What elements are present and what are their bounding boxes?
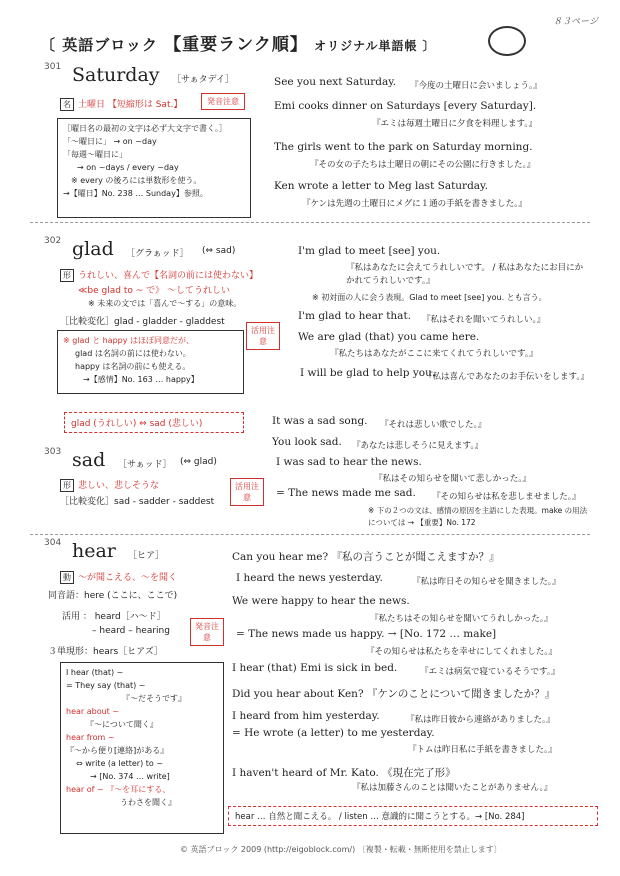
example-translation: 『トムは昨日私に手紙を書きました。』 [408, 745, 557, 755]
note-line: 「～曜日に」 → on ~day [63, 137, 157, 146]
note-line: glad は名詞の前には使わない。 [75, 349, 191, 358]
copyright-footer: © 英語ブロック 2009 (http://eigoblock.com/) 〔複製・転載・無断使用を禁止します〕 [180, 845, 502, 854]
pos-label: 名 [60, 98, 74, 111]
page-title [40, 30, 436, 55]
example-translation: 『私はその知らせを聞いて悲しかった。』 [374, 474, 531, 484]
example-sentence: I'm glad to hear that. [298, 310, 411, 322]
pronunciation-warning-tag: 発音注意 [201, 93, 245, 110]
headword: Saturday [72, 64, 160, 86]
headword: hear [72, 540, 116, 562]
usage-note: ※ 未来の文では「喜んで～する」の意味。 [88, 299, 242, 308]
conjugation-warning-tag: 活用注意 [230, 478, 264, 506]
example-sentence: Emi cooks dinner on Saturdays [every Saturday]. [274, 100, 537, 112]
note-line: ［曜日名の最初の文字は必ず大文字で書く。］ [63, 124, 227, 133]
example-sentence: I hear (that) Emi is sick in bed. [232, 662, 398, 674]
note-line: → [No. 374 … write] [90, 772, 170, 781]
example-translation: 『あなたは悲しそうに見えます。』 [352, 441, 484, 451]
pos-label: 形 [60, 269, 74, 282]
example-translation: 『私たちはあなたがここに来てくれてうれしいです。』 [330, 349, 538, 359]
definition [60, 268, 258, 282]
example-sentence: I will be glad to help you. [300, 367, 436, 379]
example-sentence: = The news made us happy. → [No. 172 … make] [236, 628, 497, 640]
example-sentence: You look sad. [272, 436, 342, 448]
example-sentence: Ken wrote a letter to Meg last Saturday. [274, 180, 488, 192]
comparison: ［比較変化］glad - gladder - gladdest [60, 317, 225, 327]
example-translation: 『その女の子たちは土曜日の朝にその公園に行きました。』 [310, 160, 536, 170]
entry-number: 304 [44, 538, 62, 548]
title-pre: 〔 英語ブロック [40, 36, 158, 54]
pronunciation: ［サぁタデイ］ [172, 75, 235, 85]
example-sentence: The girls went to the park on Saturday morning. [274, 141, 533, 153]
note-line: 「毎週～曜日に」 [63, 150, 127, 159]
example-translation: 『私はそれを聞いてうれしい。』 [422, 315, 546, 325]
conjugation: 活用 ： heard［ハ～ド］ [62, 612, 166, 622]
conjugation-warning-tag: 活用注意 [246, 322, 280, 350]
usage-comparison-box: hear … 自然と聞こえる。 / listen … 意識的に聞こうとする。→ [No. 284] [228, 806, 598, 826]
homophone: 同音語：here (ここに、ここで) [48, 591, 178, 601]
note-line: ※ glad と happy はほぼ同意だが、 [63, 336, 195, 345]
example-sentence: We were happy to hear the news. [232, 595, 410, 607]
note-line: 『～から便り[連絡]がある』 [66, 746, 169, 755]
example-translation: 『ケンは先週の土曜日にメグに１通の手紙を書きました。』 [302, 199, 527, 209]
title-post: オリジナル単語帳 〕 [314, 39, 436, 53]
definition [60, 570, 177, 584]
note-box [57, 330, 244, 394]
example-sentence: I was sad to hear the news. [276, 456, 422, 468]
headword: glad [72, 238, 114, 260]
example-translation: 『私は喜んであなたのお手伝いをします。』 [424, 372, 590, 382]
definition [60, 97, 182, 111]
note-line: →【曜日】No. 238 … Sunday】参照。 [63, 189, 208, 198]
example-translation: 『その知らせは私たちを幸せにしてくれました。』 [366, 647, 557, 657]
note-box [60, 662, 224, 834]
third-person-form: ３単現形：hears［ヒアズ］ [48, 647, 163, 657]
entry-number: 302 [44, 236, 62, 246]
example-sentence: I heard the news yesterday. [236, 572, 383, 584]
note-line: うわさを聞く』 [120, 798, 176, 807]
pronunciation: ［サぁッド］ [118, 460, 172, 470]
example-translation: 『今度の土曜日に会いましょう。』 [410, 81, 542, 91]
example-sentence: I'm glad to meet [see] you. [298, 245, 441, 257]
example-translation: 『私たちはその知らせを聞いてうれしかった。』 [370, 614, 553, 624]
note-line: ⇔ write (a letter) to ~ [76, 759, 164, 768]
note-line: I hear (that) ~ [66, 668, 124, 677]
section-divider [30, 534, 590, 535]
example-sentence: = The news made me sad. [276, 487, 416, 499]
note-line: = They say (that) ~ [66, 681, 146, 690]
meaning: 悲しい、悲しそうな [78, 481, 160, 491]
section-divider [30, 222, 590, 223]
example-translation: 『私はあなたに会えてうれしいです。 / 私はあなたにお目にかかれてうれしいです。』 [346, 263, 584, 286]
antonym: (⇔ sad) [202, 246, 236, 256]
meaning: 土曜日 【短縮形は Sat.】 [78, 100, 183, 110]
example-sentence: It was a sad song. [272, 415, 368, 427]
meaning: うれしい、喜んで【名詞の前には使わない】 [78, 271, 259, 281]
pos-label: 動 [60, 571, 74, 584]
pronunciation: ［グラぁッド］ [126, 249, 189, 259]
note-line: hear of ~ 『～を耳にする、 [66, 785, 171, 794]
example-sentence: Can you hear me? 『私の言うことが聞こえますか？』 [232, 551, 500, 563]
example-sentence: I heard from him yesterday. [232, 710, 380, 722]
title-main: 【重要ランク順】 [164, 35, 308, 55]
pronunciation-warning-tag: 発音注意 [190, 618, 224, 646]
entry-number: 301 [44, 62, 62, 72]
antonym: (⇔ glad) [180, 457, 217, 467]
usage-note: ※ 初対面の人に会う表現。Glad to meet [see] you. とも言う。 [312, 293, 547, 302]
note-line: → on ~days / every ~day [77, 163, 179, 172]
example-sentence: = He wrote (a letter) to me yesterday. [232, 727, 435, 739]
example-translation: 『私は加藤さんのことは聞いたことがありません。』 [352, 783, 553, 793]
pos-label: 形 [60, 479, 74, 492]
note-line: hear from ~ [66, 733, 115, 742]
usage-note: ※ 下の２つの文は、感情の原因を主語にした表現。make の用法については → 【重要】No. 172 [368, 506, 588, 527]
entry-number: 303 [44, 447, 62, 457]
example-sentence: We are glad (that) you came here. [298, 331, 480, 343]
meaning: ～が聞こえる、～を聞く [78, 573, 178, 583]
comparison: ［比較変化］sad - sadder - saddest [60, 497, 215, 507]
note-line: happy は名詞の前にも使える。 [75, 362, 191, 371]
note-line: 『～について聞く』 [86, 720, 158, 729]
conjugation: – heard – hearing [92, 626, 170, 636]
page-number: ８３ページ [553, 17, 598, 27]
example-translation: 『私は昨日彼から連絡がありました。』 [406, 715, 555, 725]
example-sentence: See you next Saturday. [274, 76, 397, 88]
usage-pattern: ≪be glad to ~ で》 ～してうれしい [78, 286, 230, 296]
pronunciation: ［ヒア］ [128, 551, 165, 561]
note-line: 『～だそうです』 [122, 694, 186, 703]
headword: sad [72, 449, 106, 471]
definition [60, 478, 159, 492]
example-translation: 『エミは毎週土曜日に夕食を料理します。』 [372, 119, 538, 129]
note-box [57, 118, 251, 218]
example-sentence: Did you hear about Ken? 『ケンのことについて聞きましたか？』 [232, 688, 556, 700]
note-line: hear about ~ [66, 707, 120, 716]
note-line: ※ every の後ろには単数形を使う。 [71, 176, 202, 185]
example-translation: 『私は昨日その知らせを聞きました。』 [412, 577, 561, 587]
example-sentence: I haven't heard of Mr. Kato. 《現在完了形》 [232, 767, 456, 779]
contrast-box: glad (うれしい) ⇔ sad (悲しい) [64, 412, 244, 433]
example-translation: 『その知らせは私を悲しませました。』 [432, 492, 581, 502]
face-icon [488, 26, 526, 56]
example-translation: 『それは悲しい歌でした。』 [380, 420, 487, 430]
example-translation: 『エミは病気で寝ているそうです。』 [420, 667, 560, 677]
note-line: →【感情】No. 163 … happy】 [83, 375, 199, 384]
